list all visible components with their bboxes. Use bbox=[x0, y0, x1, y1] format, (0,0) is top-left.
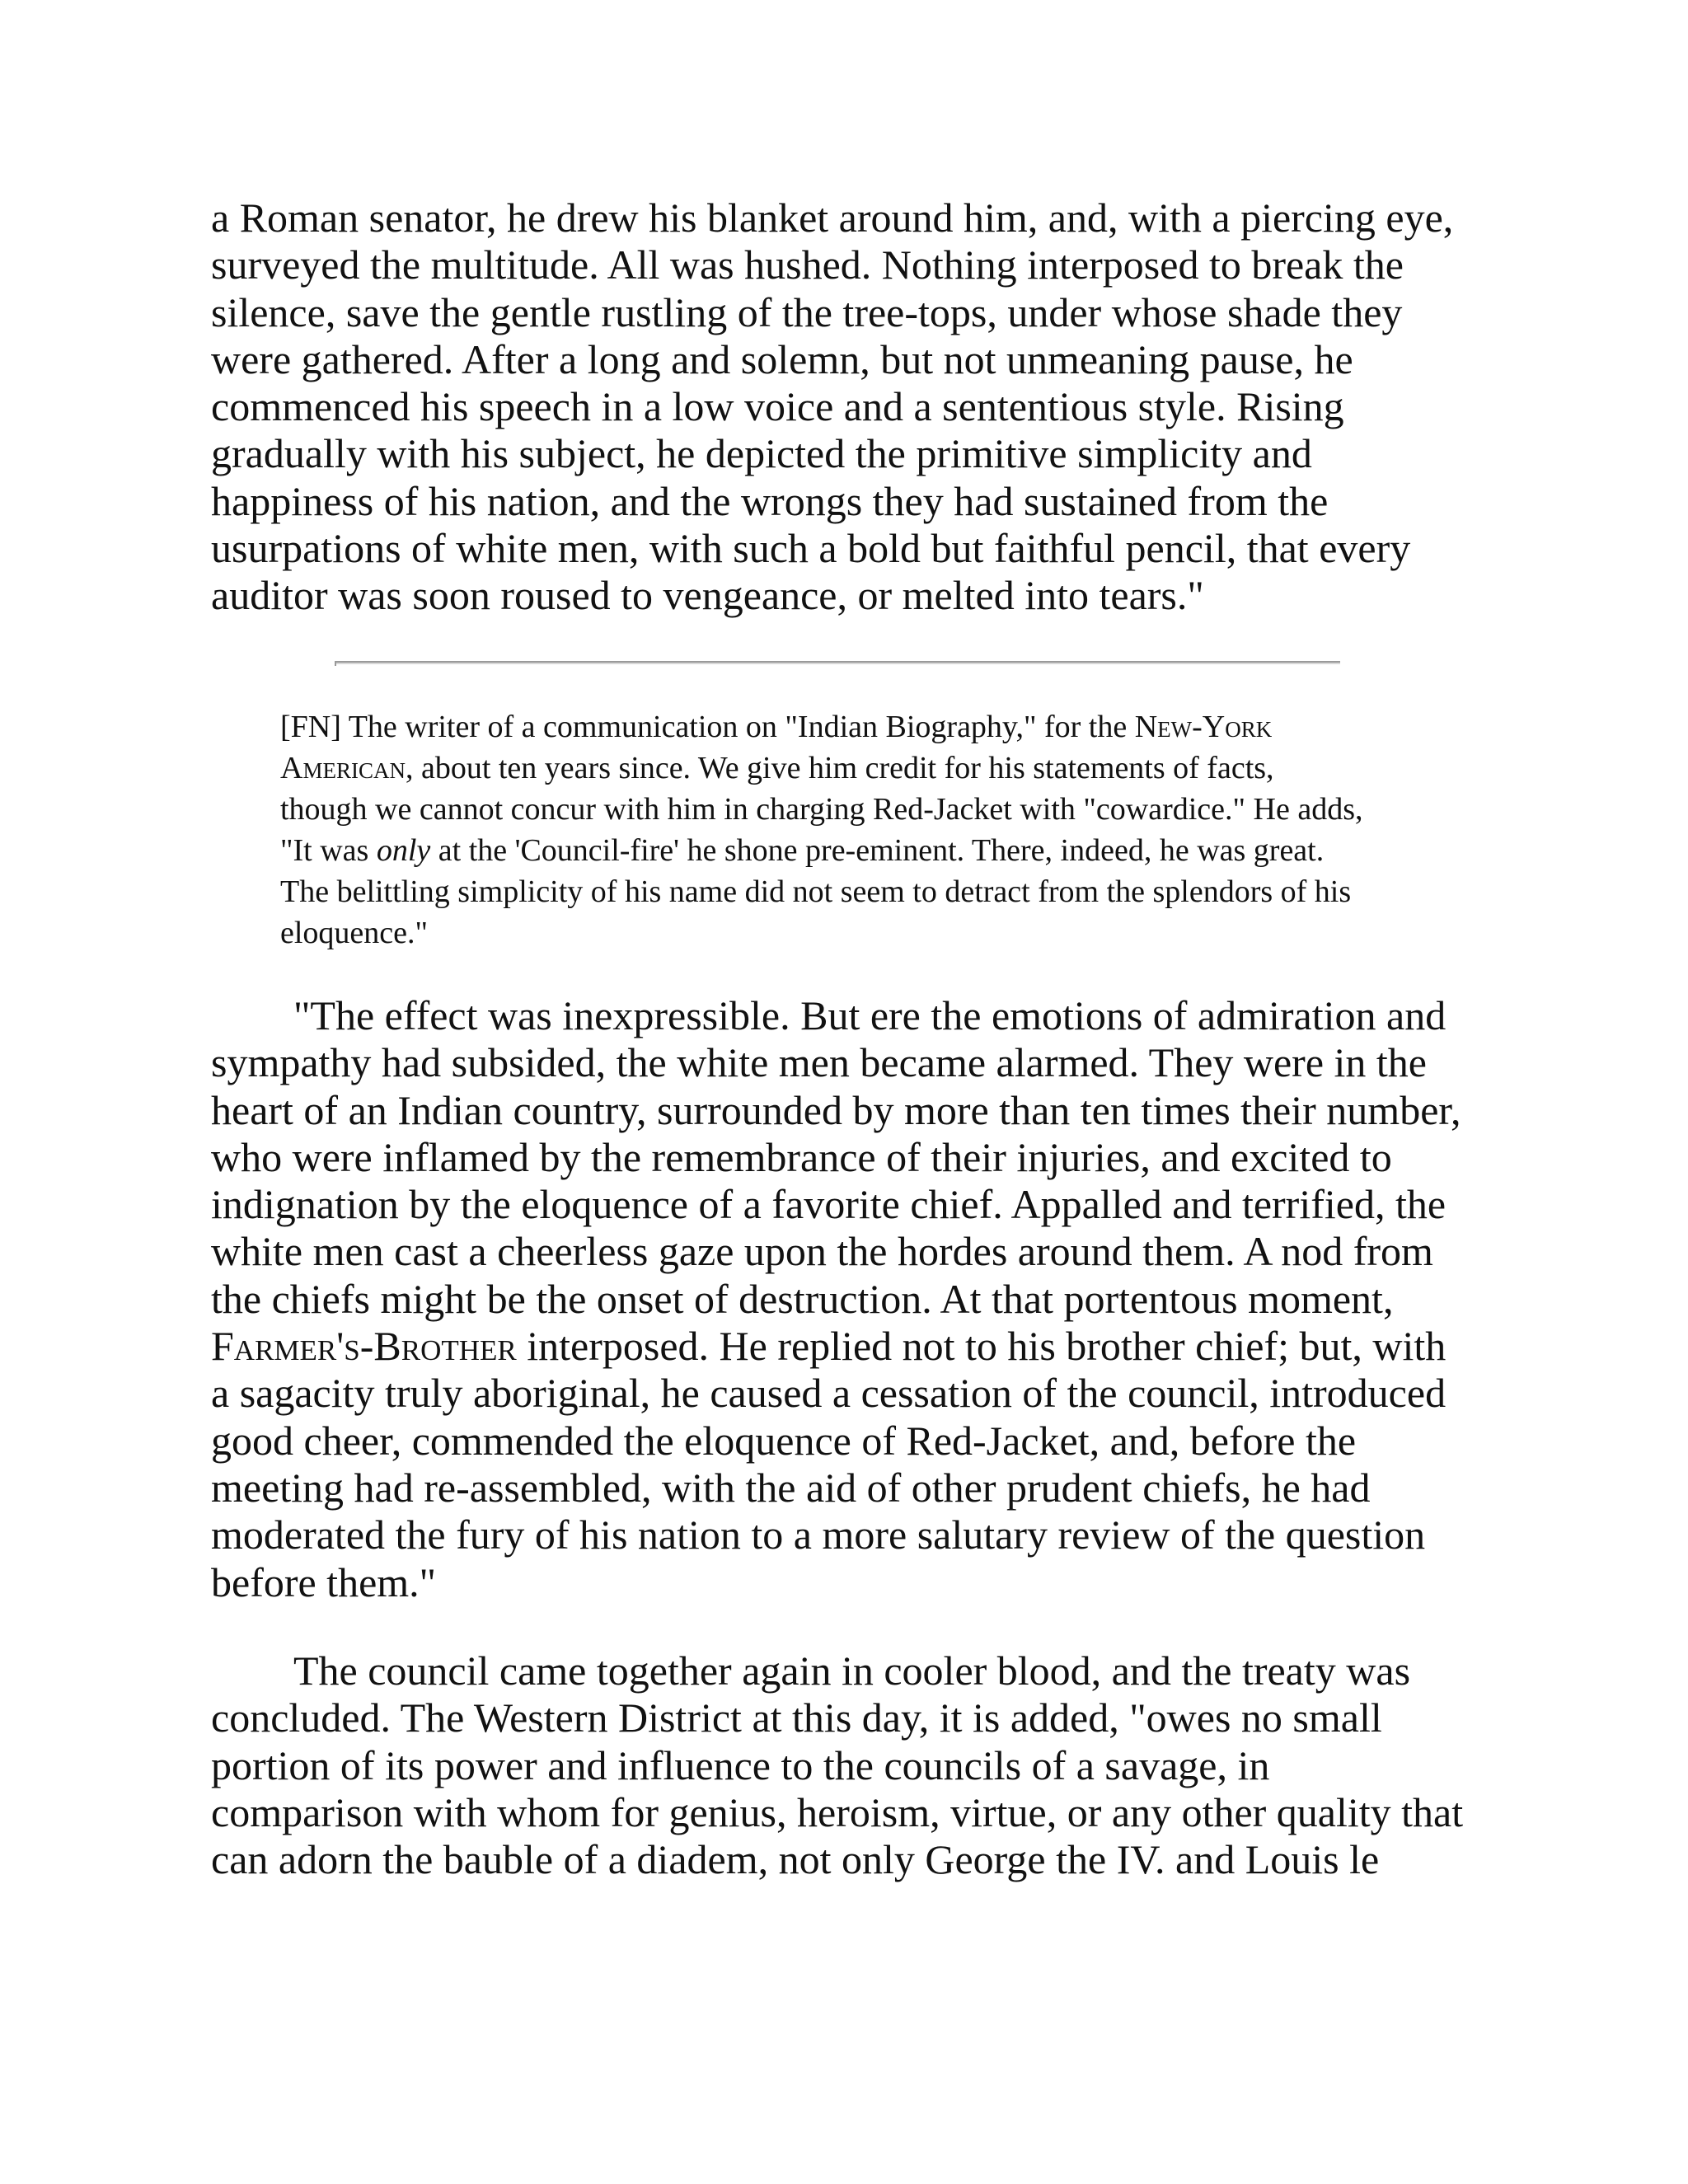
text-line: were gathered. After a long and solemn, but not unmeaning pause, he bbox=[211, 335, 1353, 382]
line-text: interposed. He replied not to his brother chief; but, with bbox=[516, 1323, 1447, 1370]
body-paragraph-2 bbox=[211, 992, 1461, 1606]
text-line: moderated the fury of his nation to a more salutary review of the question bbox=[211, 1511, 1426, 1558]
text-line: meeting had re-assembled, with the aid of other prudent chiefs, he had bbox=[211, 1464, 1371, 1511]
text-line: a sagacity truly aboriginal, he caused a cessation of the council, introduced bbox=[211, 1370, 1447, 1417]
text-line: a Roman senator, he drew his blanket around him, and, with a piercing eye, bbox=[211, 194, 1454, 241]
text-line bbox=[211, 1323, 1461, 1370]
text-line: gradually with his subject, he depicted the primitive simplicity and bbox=[211, 430, 1312, 477]
text-line: before them." bbox=[211, 1558, 437, 1605]
body-paragraph-1 bbox=[211, 194, 1453, 620]
emphasis-text: only bbox=[376, 833, 431, 868]
text-line: heart of an Indian country, surrounded by more than ten times their number, bbox=[211, 1086, 1461, 1133]
footnote bbox=[280, 706, 1484, 954]
text-line: sympathy had subsided, the white men became alarmed. They were in the bbox=[211, 1039, 1427, 1086]
paragraph-text bbox=[211, 194, 1453, 620]
text-line: happiness of his nation, and the wrongs they had sustained from the bbox=[211, 477, 1329, 524]
text-line: commenced his speech in a low voice and a sententious style. Rising bbox=[211, 383, 1344, 430]
text-line: comparison with whom for genius, heroism, virtue, or any other quality that bbox=[211, 1788, 1464, 1835]
text-line: The council came together again in cooler blood, and the treaty was bbox=[293, 1647, 1411, 1694]
footnote-line: though we cannot concur with him in charging Red-Jacket with "cowardice." He adds, bbox=[280, 792, 1363, 827]
text-line: who were inflamed by the remembrance of their injuries, and excited to bbox=[211, 1133, 1392, 1180]
text-line: auditor was soon roused to vengeance, or melted into tears." bbox=[211, 572, 1204, 619]
footnote-divider bbox=[335, 661, 1340, 664]
text-line: indignation by the eloquence of a favorite chief. Appalled and terrified, the bbox=[211, 1181, 1447, 1228]
text-line: portion of its power and influence to the councils of a savage, in bbox=[211, 1741, 1270, 1788]
footnote-text: , about ten years since. We give him credit for his statements of facts, bbox=[405, 751, 1274, 785]
footnote-text: at the 'Council-fire' he shone pre-eminent. There, indeed, he was great. bbox=[430, 833, 1325, 868]
text-line: concluded. The Western District at this day, it is added, "owes no small bbox=[211, 1694, 1382, 1741]
paragraph-text bbox=[211, 1647, 1463, 1883]
text-line: the chiefs might be the onset of destruction. At that portentous moment, bbox=[211, 1275, 1394, 1322]
footnote-line bbox=[280, 830, 1484, 871]
footnote-text: [FN] The writer of a communication on "Indian Biography," for the bbox=[280, 710, 1135, 744]
footnote-line bbox=[280, 706, 1484, 748]
text-line: silence, save the gentle rustling of the tree-tops, under whose shade they bbox=[211, 288, 1403, 335]
small-caps-text: Farmer's-Brother bbox=[211, 1323, 517, 1370]
footnote-line bbox=[280, 748, 1484, 789]
small-caps-text: American bbox=[280, 751, 406, 785]
text-line: surveyed the multitude. All was hushed. Nothing interposed to break the bbox=[211, 241, 1404, 288]
text-line: can adorn the bauble of a diadem, not only George the IV. and Louis le bbox=[211, 1836, 1380, 1883]
body-paragraph-3 bbox=[211, 1647, 1463, 1883]
text-line: "The effect was inexpressible. But ere the emotions of admiration and bbox=[293, 992, 1447, 1038]
footnote-line: The belittling simplicity of his name did not seem to detract from the splendors of his bbox=[280, 874, 1352, 909]
small-caps-text: New-York bbox=[1134, 710, 1273, 744]
text-line: usurpations of white men, with such a bold but faithful pencil, that every bbox=[211, 525, 1411, 572]
text-line: white men cast a cheerless gaze upon the hordes around them. A nod from bbox=[211, 1228, 1433, 1275]
text-line: good cheer, commended the eloquence of Red-Jacket, and, before the bbox=[211, 1417, 1357, 1464]
paragraph-text bbox=[211, 992, 1461, 1606]
footnote-text: "It was bbox=[280, 833, 377, 868]
footnote-line: eloquence." bbox=[280, 916, 429, 950]
